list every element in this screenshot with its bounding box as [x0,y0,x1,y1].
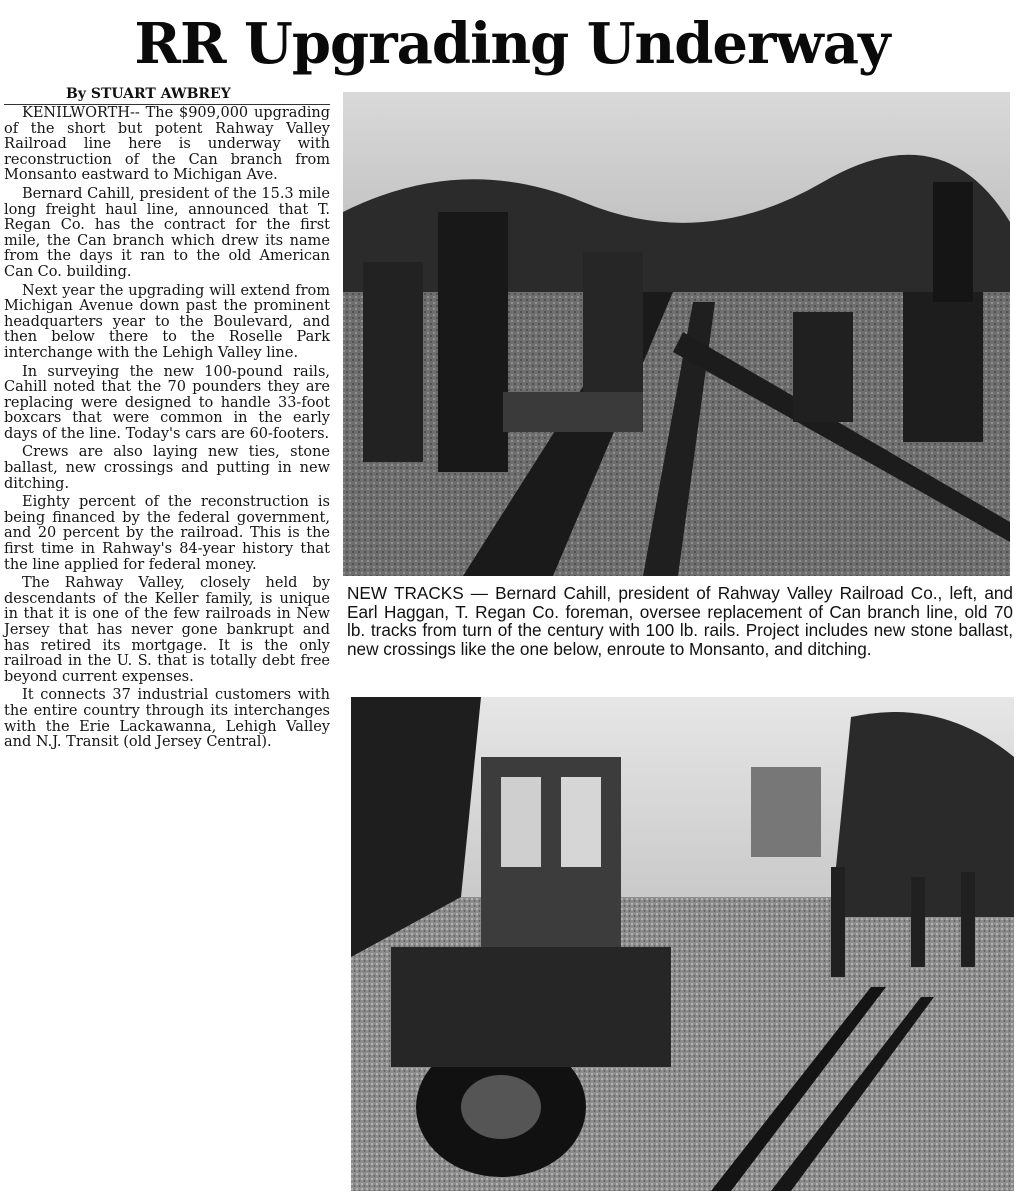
article-paragraph: The Rahway Valley, closely held by descendants of the Keller family, is unique in that it is one of the few railroads in New Jersey that has never gone bankrupt and has retired its mortgage. It is the only railroad in the U. S. that is totally debt free beyond current expenses. [4,575,330,685]
article-body [4,106,330,986]
headline: RR Upgrading Underway [134,11,890,77]
article-paragraph: Crews are also laying new ties, stone ballast, new crossings and putting in new ditching. [4,444,330,492]
article-paragraph: KENILWORTH-- The $909,000 upgrading of the short but potent Rahway Valley Railroad line here is underway with reconstruction of the Can branch from Monsanto eastward to Michigan Ave. [4,105,330,184]
byline: By STUART AWBREY [4,84,330,105]
photo-caption: NEW TRACKS — Bernard Cahill, president of Rahway Valley Railroad Co., left, and Earl Haggan, T. Regan Co. foreman, oversee replacement of Can branch line, old 70 lb. tracks from turn of the century with 100 lb. rails. Project includes new stone ballast, new crossings like the one below, enroute to Monsanto, and ditching. [347,583,1013,659]
track-crew-photo [343,92,1010,576]
article-paragraph: In surveying the new 100-pound rails, Cahill noted that the 70 pounders they are replacing were designed to handle 33-foot boxcars that were common in the early days of the line. Today's cars are 60-footers. [4,363,330,442]
article-paragraph: It connects 37 industrial customers with the entire country through its interchanges with the Erie Lackawanna, Lehigh Valley and N.J. Transit (old Jersey Central). [4,687,330,751]
crossing-machine-photo [351,697,1014,1191]
article-paragraph: Next year the upgrading will extend from Michigan Avenue down past the prominent headquarters year to the Boulevard, and then below there to the Roselle Park interchange with the Lehigh Valley line. [4,282,330,361]
article-paragraph: Eighty percent of the reconstruction is being financed by the federal government, and 20 percent by the railroad. This is the first time in Rahway's 84-year history that the line applied for federal money. [4,494,330,573]
article-paragraph: Bernard Cahill, president of the 15.3 mile long freight haul line, announced that T. Regan Co. has the contract for the first mile, the Can branch which drew its name from the days it ran to the old American Can Co. building. [4,185,330,280]
